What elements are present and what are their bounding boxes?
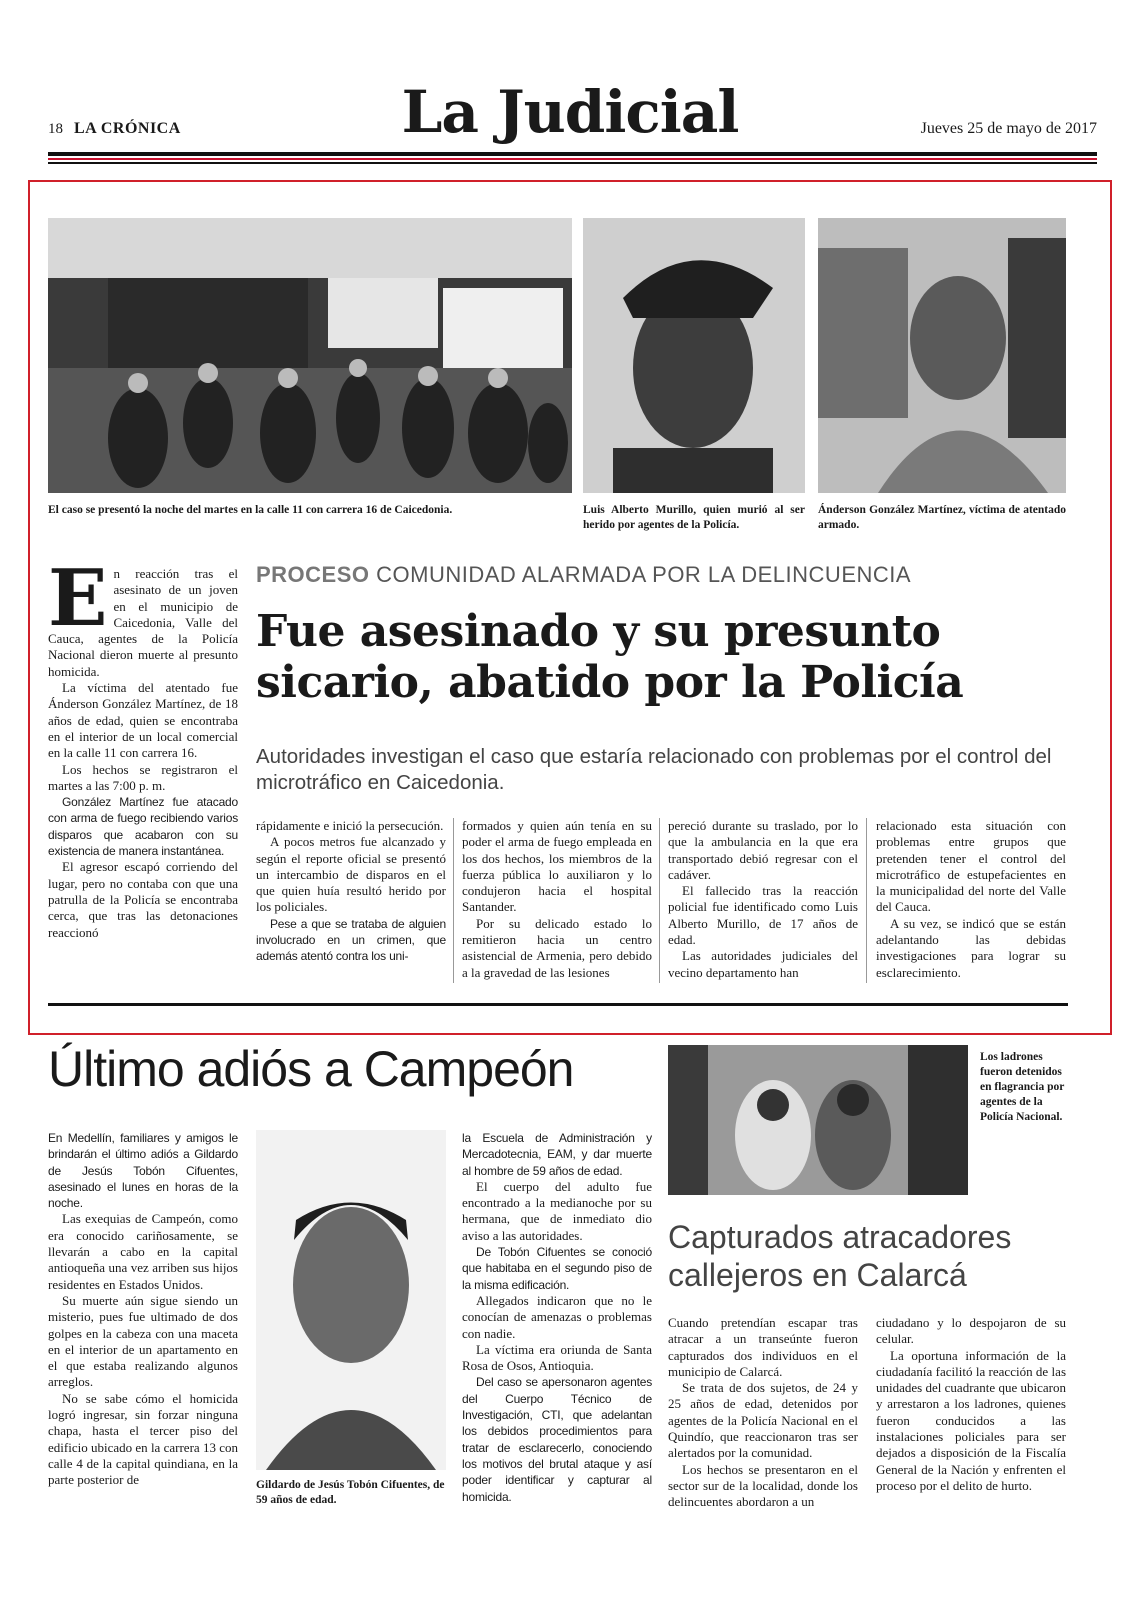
victim-gonzalez-photo xyxy=(818,218,1066,493)
section-title: La Judicial xyxy=(401,78,739,146)
column-divider xyxy=(659,818,660,983)
header-rule-thin xyxy=(48,162,1097,164)
paragraph: Las autoridades judiciales del vecino departamento han xyxy=(668,948,858,980)
header-rule xyxy=(48,152,1097,156)
paragraph: Las exequias de Campeón, como era conocido cariñosamente, se llevarán a cabo en la capital antioqueña una vez arriben sus hijos residentes en Estados Unidos. xyxy=(48,1211,238,1292)
paragraph: rápidamente e inició la persecución. xyxy=(256,818,444,833)
article-column xyxy=(256,818,446,965)
photo-caption: Los ladrones fueron detenidos en flagrancia por agentes de la Policía Nacional. xyxy=(980,1051,1065,1123)
paragraph: Se trata de dos sujetos, de 24 y 25 años de edad, detenidos por agentes de la Policía Nacional en el Quindío, que reaccionaron tras ser alertados por la comunidad. xyxy=(668,1380,858,1461)
article-column xyxy=(48,553,238,941)
article-column xyxy=(462,818,652,981)
paragraph: ciudadano y lo despojaron de su celular. xyxy=(876,1315,1066,1347)
page-number: 18 xyxy=(48,121,63,137)
article-column xyxy=(48,1130,238,1489)
article-column xyxy=(876,1315,1066,1494)
paragraph: Los hechos se presentaron en el sector sur de la localidad, donde los delincuentes abordaron a un xyxy=(668,1461,858,1510)
paragraph: No se sabe cómo el homicida logró ingresar, sin forzar ninguna chapa, hasta el tercer piso del edificio ubicado en la carrera 13 con calle 4 de la capital quindiana, en la parte posterior de xyxy=(48,1390,238,1488)
headline: Fue asesinado y su presunto sicario, abatido por la Policía xyxy=(256,606,964,708)
paragraph: Pese a que se trataba de alguien involucrado en un crimen, que además atentó contra los uni- xyxy=(256,916,446,964)
arrested-suspects-photo xyxy=(668,1045,968,1195)
photo-caption: Ánderson González Martínez, víctima de atentado armado. xyxy=(818,504,1066,531)
victim-tobon-photo xyxy=(256,1130,446,1470)
lead-paragraph: En reacción tras el asesinato de un joven en el municipio de Caicedonia, Valle del Cauca, agentes de la Policía Nacional dieron muerte al presunto homicida. xyxy=(48,553,238,679)
victim-murillo-photo xyxy=(583,218,805,493)
paragraph: El agresor escapó corriendo del lugar, pero no contaba con que una patrulla de la Policía se encontraba cerca, que tras las detonaciones reaccionó xyxy=(48,859,238,940)
photo-caption: Gildardo de Jesús Tobón Cifuentes, de 59 años de edad. xyxy=(256,1479,445,1506)
story3-headline: Capturados atracadores callejeros en Calarcá xyxy=(668,1219,1012,1293)
paragraph: relacionado esta situación con problemas entre grupos que pretenden tener el control del microtráfico de estupefacientes en la municipalidad del norte del Valle del Cauca. xyxy=(876,818,1066,915)
paragraph: El cuerpo del adulto fue encontrado a la medianoche por su hermana, que de inmediato dio aviso a las autoridades. xyxy=(462,1178,652,1243)
kicker xyxy=(256,562,911,588)
story2-headline: Último adiós a Campeón xyxy=(48,1041,574,1097)
street-scene-photo xyxy=(48,218,572,493)
photo-caption: Luis Alberto Murillo, quien murió al ser herido por agentes de la Policía. xyxy=(583,504,805,531)
paragraph: Del caso se apersonaron agentes del Cuerpo Técnico de Investigación, CTI, que adelantan los debidos procedimientos para tratar de esclarecerlo, conociendo los motivos del brutal ataque y así poder identificar y capturar al homicida. xyxy=(462,1375,652,1504)
paragraph: En Medellín, familiares y amigos le brindarán el último adiós a Gildardo de Jesús Tobón Cifuentes, asesinado el lunes en horas de la noche. xyxy=(48,1131,238,1211)
paragraph: formados y quien aún tenía en su poder el arma de fuego empleada en los dos hechos, los miembros de la fuerza pública lo auxiliaron y lo condujeron hacia el hospital Santander. xyxy=(462,818,652,915)
dek: Autoridades investigan el caso que estaría relacionado con problemas por el control del microtráfico en Caicedonia. xyxy=(256,745,1052,794)
paragraph: A pocos metros fue alcanzado y según el reporte oficial se presentó un intercambio de disparos en el que quien huía resultó herido por los policiales. xyxy=(256,834,446,915)
paragraph: la Escuela de Administración y Mercadotecnia, EAM, y dar muerte al hombre de 59 años de edad. xyxy=(462,1131,652,1178)
article-column xyxy=(668,818,858,981)
paragraph: Los hechos se registraron el martes a las 7:00 p. m. xyxy=(48,761,238,793)
header-rule-red xyxy=(48,158,1097,160)
paragraph: La víctima del atentado fue Ánderson González Martínez, de 18 años de edad, quien se encontraba en el interior de un local comercial en la calle 11 con carrera 16. xyxy=(48,680,238,761)
paragraph: La víctima era oriunda de Santa Rosa de Osos, Antioquia. xyxy=(462,1341,652,1374)
article-column xyxy=(668,1315,858,1511)
paragraph: A su vez, se indicó que se están adelantando las debidas investigaciones para lograr su esclarecimiento. xyxy=(876,915,1066,980)
drop-cap: E xyxy=(48,553,108,644)
paragraph: González Martínez fue atacado con arma de fuego recibiendo varios disparos que acabaron con su existencia de manera instantánea. xyxy=(48,795,238,859)
paragraph: Por su delicado estado lo remitieron hacia un centro asistencial de Armenia, pero debido a la gravedad de las lesiones xyxy=(462,915,652,980)
issue-date: Jueves 25 de mayo de 2017 xyxy=(920,120,1097,137)
kicker-text: COMUNIDAD ALARMADA POR LA DELINCUENCIA xyxy=(376,562,912,587)
paragraph: El fallecido tras la reacción policial fue identificado como Luis Alberto Murillo, de 17 años de edad. xyxy=(668,883,858,948)
article-column xyxy=(876,818,1066,981)
paragraph: pereció durante su traslado, por lo que la ambulancia en la que era transportado debió regresar con el cadáver. xyxy=(668,818,858,882)
paragraph: Su muerte aún sigue siendo un misterio, pues fue ultimado de dos golpes en la cabeza con una maceta en el interior de un apartamento en el que estaba realizando algunos arreglos. xyxy=(48,1292,238,1390)
paragraph: Cuando pretendían escapar tras atracar a un transeúnte fueron capturados dos individuos en el municipio de Calarcá. xyxy=(668,1315,858,1379)
paragraph: De Tobón Cifuentes se conoció que habitaba en el segundo piso de la misma edificación. xyxy=(462,1245,652,1292)
paragraph: La oportuna información de la ciudadanía facilitó la reacción de las unidades del cuadrante que ubicaron y arrestaron a los ladrones, quienes fueron conducidos a las instalaciones policiales para ser dejados a disposición de la Fiscalía General de la Nación y enfrenten el proceso por el delito de hurto. xyxy=(876,1347,1066,1493)
column-divider xyxy=(453,818,454,983)
paragraph: Allegados indicaron que no le conocían de amenazas o problemas con nadie. xyxy=(462,1292,652,1341)
kicker-label: PROCESO xyxy=(256,562,370,587)
section-rule xyxy=(48,1003,1068,1006)
article-column xyxy=(462,1130,652,1505)
publication-name: LA CRÓNICA xyxy=(74,120,181,137)
photo-caption: El caso se presentó la noche del martes en la calle 11 con carrera 16 de Caicedonia. xyxy=(48,504,453,516)
column-divider xyxy=(866,818,867,983)
